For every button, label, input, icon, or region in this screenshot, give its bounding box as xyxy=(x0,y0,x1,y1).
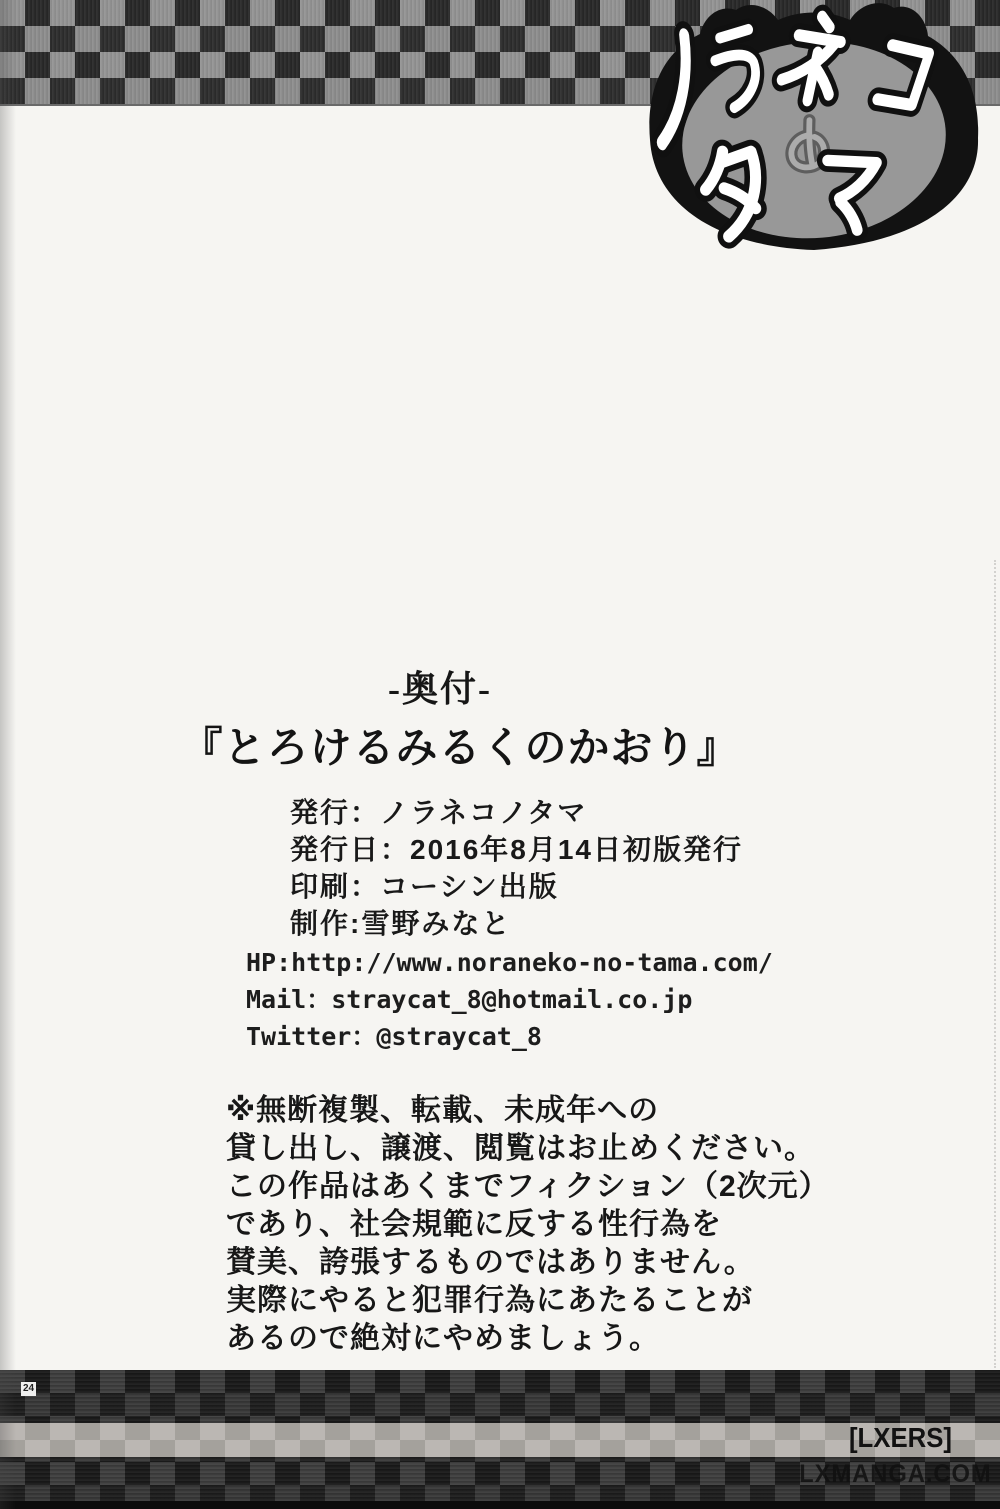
colophon-heading: -奥付- xyxy=(388,669,492,709)
disclaimer-line: 実際にやると犯罪行為にあたることが xyxy=(226,1284,753,1317)
contact-line-hp: HP:http://www.noraneko-no-tama.com/ xyxy=(246,948,773,977)
info-line-author: 制作:雪野みなと xyxy=(290,908,512,939)
page-number: 24 xyxy=(22,1383,35,1394)
disclaimer-line: ※無断複製、転載、未成年への xyxy=(226,1094,660,1127)
info-line-printer: 印刷：コーシン出版 xyxy=(290,871,559,902)
contact-line-twitter: Twitter：@straycat_8 xyxy=(246,1022,542,1051)
publication-info-block xyxy=(290,794,743,942)
disclaimer-block xyxy=(226,1092,830,1358)
right-scan-edge-line xyxy=(994,560,996,1368)
disclaimer-line: 貸し出し、譲渡、閲覧はお止めください。 xyxy=(226,1132,815,1165)
info-line-publish-date: 発行日：2016年8月14日初版発行 xyxy=(290,834,744,865)
contact-block xyxy=(246,944,773,1055)
disclaimer-line: であり、社会規範に反する性行為を xyxy=(226,1208,722,1241)
bottom-checker-band xyxy=(0,1370,1000,1509)
site-watermark: LXMANGA.COM xyxy=(799,1460,992,1488)
info-line-publisher: 発行：ノラネコノタマ xyxy=(290,797,588,828)
disclaimer-line: この作品はあくまでフィクション（2次元） xyxy=(226,1170,830,1203)
band-bottom-edge xyxy=(0,1501,1000,1509)
doujin-title: 『とろけるみるくのかおり』 xyxy=(180,726,740,772)
contact-line-mail: Mail：straycat_8@hotmail.co.jp xyxy=(246,985,693,1014)
scanlation-group-watermark: [LXERS] xyxy=(848,1422,952,1453)
disclaimer-line: 賛美、誇張するものではありません。 xyxy=(226,1246,755,1279)
noraneko-no-tama-logo xyxy=(628,0,1000,264)
disclaimer-line: あるので絶対にやめましょう。 xyxy=(226,1322,660,1355)
cat-head-logo-icon xyxy=(628,0,1000,264)
